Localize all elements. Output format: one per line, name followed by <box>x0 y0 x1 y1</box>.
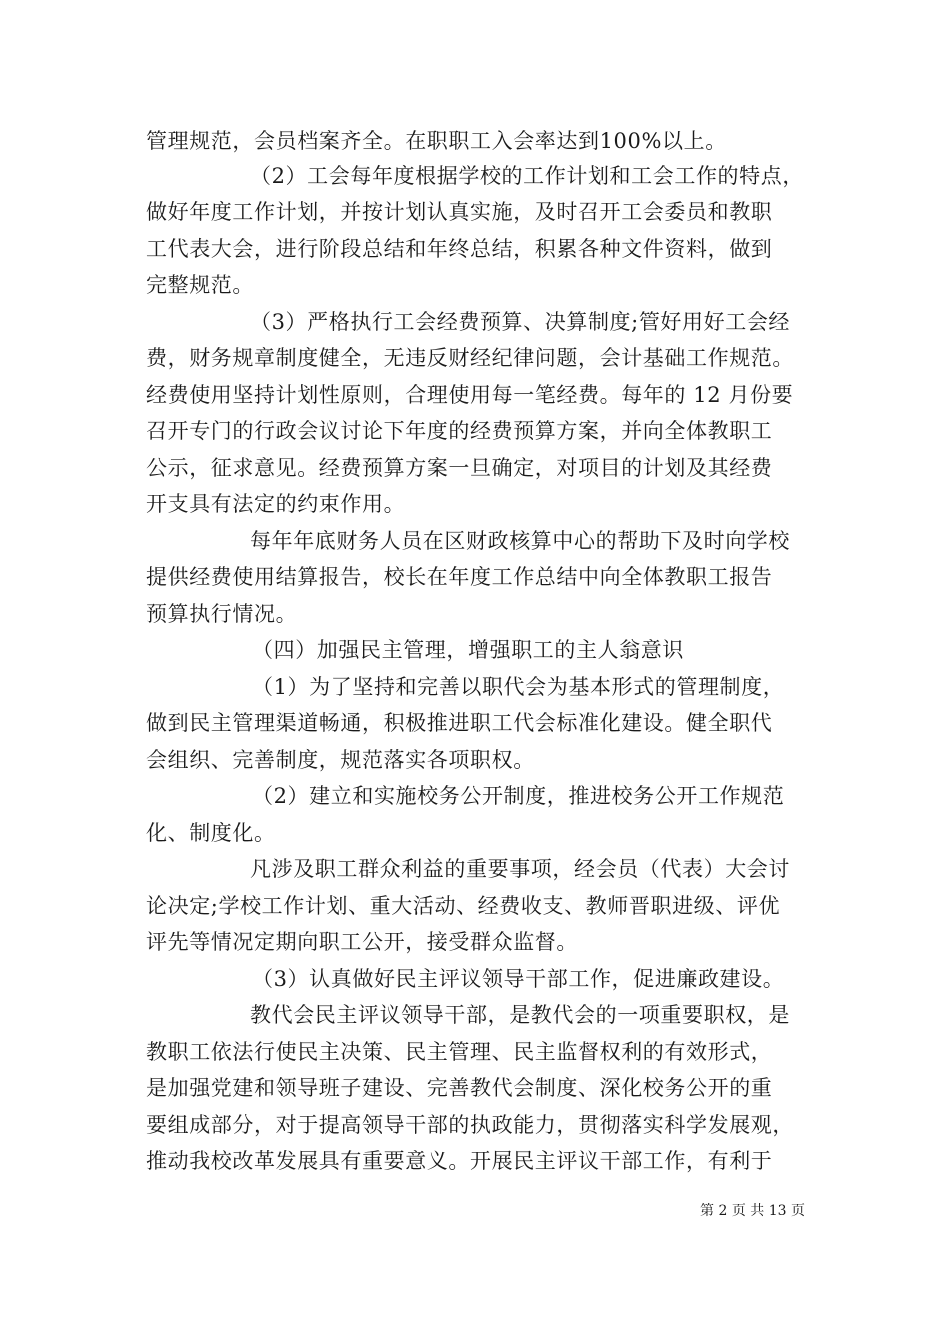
text-line: 提供经费使用结算报告，校长在年度工作总结中向全体教职工报告 <box>146 565 773 589</box>
text-line: 凡涉及职工群众利益的重要事项，经会员（代表）大会讨 <box>250 857 790 881</box>
text-line: 评先等情况定期向职工公开，接受群众监督。 <box>146 930 578 954</box>
text-line: 经费使用坚持计划性原则，合理使用每一笔经费。每年的 12 月份要 <box>146 383 794 407</box>
text-line: 是加强党建和领导班子建设、完善教代会制度、深化校务公开的重 <box>146 1076 773 1100</box>
text-line: 会组织、完善制度，规范落实各项职权。 <box>146 748 535 772</box>
text-line: 公示，征求意见。经费预算方案一旦确定，对项目的计划及其经费 <box>146 456 773 480</box>
text-line: 完整规范。 <box>146 273 254 297</box>
text-line: （2）建立和实施校务公开制度，推进校务公开工作规范 <box>252 784 785 808</box>
text-line: 教代会民主评议领导干部，是教代会的一项重要职权，是 <box>250 1003 790 1027</box>
text-line: 费，财务规章制度健全，无违反财经纪律问题，会计基础工作规范。 <box>146 346 794 370</box>
page-number-footer: 第 2 页 共 13 页 <box>700 1203 805 1219</box>
text-line: 召开专门的行政会议讨论下年度的经费预算方案，并向全体教职工 <box>146 419 773 443</box>
text-line: 要组成部分，对于提高领导干部的执政能力，贯彻落实科学发展观， <box>146 1113 794 1137</box>
text-line: 推动我校改革发展具有重要意义。开展民主评议干部工作，有利于 <box>146 1149 773 1173</box>
text-line: 每年年底财务人员在区财政核算中心的帮助下及时向学校 <box>250 529 790 553</box>
text-line: （2）工会每年度根据学校的工作计划和工会工作的特点， <box>250 164 804 188</box>
text-line: 预算执行情况。 <box>146 602 298 626</box>
text-line: 论决定;学校工作计划、重大活动、经费收支、教师晋职进级、评优 <box>146 894 781 918</box>
text-line: 教职工依法行使民主决策、民主管理、民主监督权利的有效形式， <box>146 1040 773 1064</box>
text-line: （3）认真做好民主评议领导干部工作，促进廉政建设。 <box>252 967 785 991</box>
text-line: 做好年度工作计划，并按计划认真实施，及时召开工会委员和教职 <box>146 200 773 224</box>
text-line: 管理规范，会员档案齐全。在职职工入会率达到100%以上。 <box>146 129 727 153</box>
text-line: （3）严格执行工会经费预算、决算制度;管好用好工会经 <box>250 310 791 334</box>
text-line: 化、制度化。 <box>146 821 276 845</box>
text-line: （1）为了坚持和完善以职代会为基本形式的管理制度， <box>252 675 785 699</box>
section-heading: （四）加强民主管理，增强职工的主人翁意识 <box>252 638 684 662</box>
text-line: 做到民主管理渠道畅通，积极推进职工代会标准化建设。健全职代 <box>146 711 773 735</box>
text-line: 开支具有法定的约束作用。 <box>146 492 406 516</box>
text-line: 工代表大会，进行阶段总结和年终总结，积累各种文件资料，做到 <box>146 237 773 261</box>
